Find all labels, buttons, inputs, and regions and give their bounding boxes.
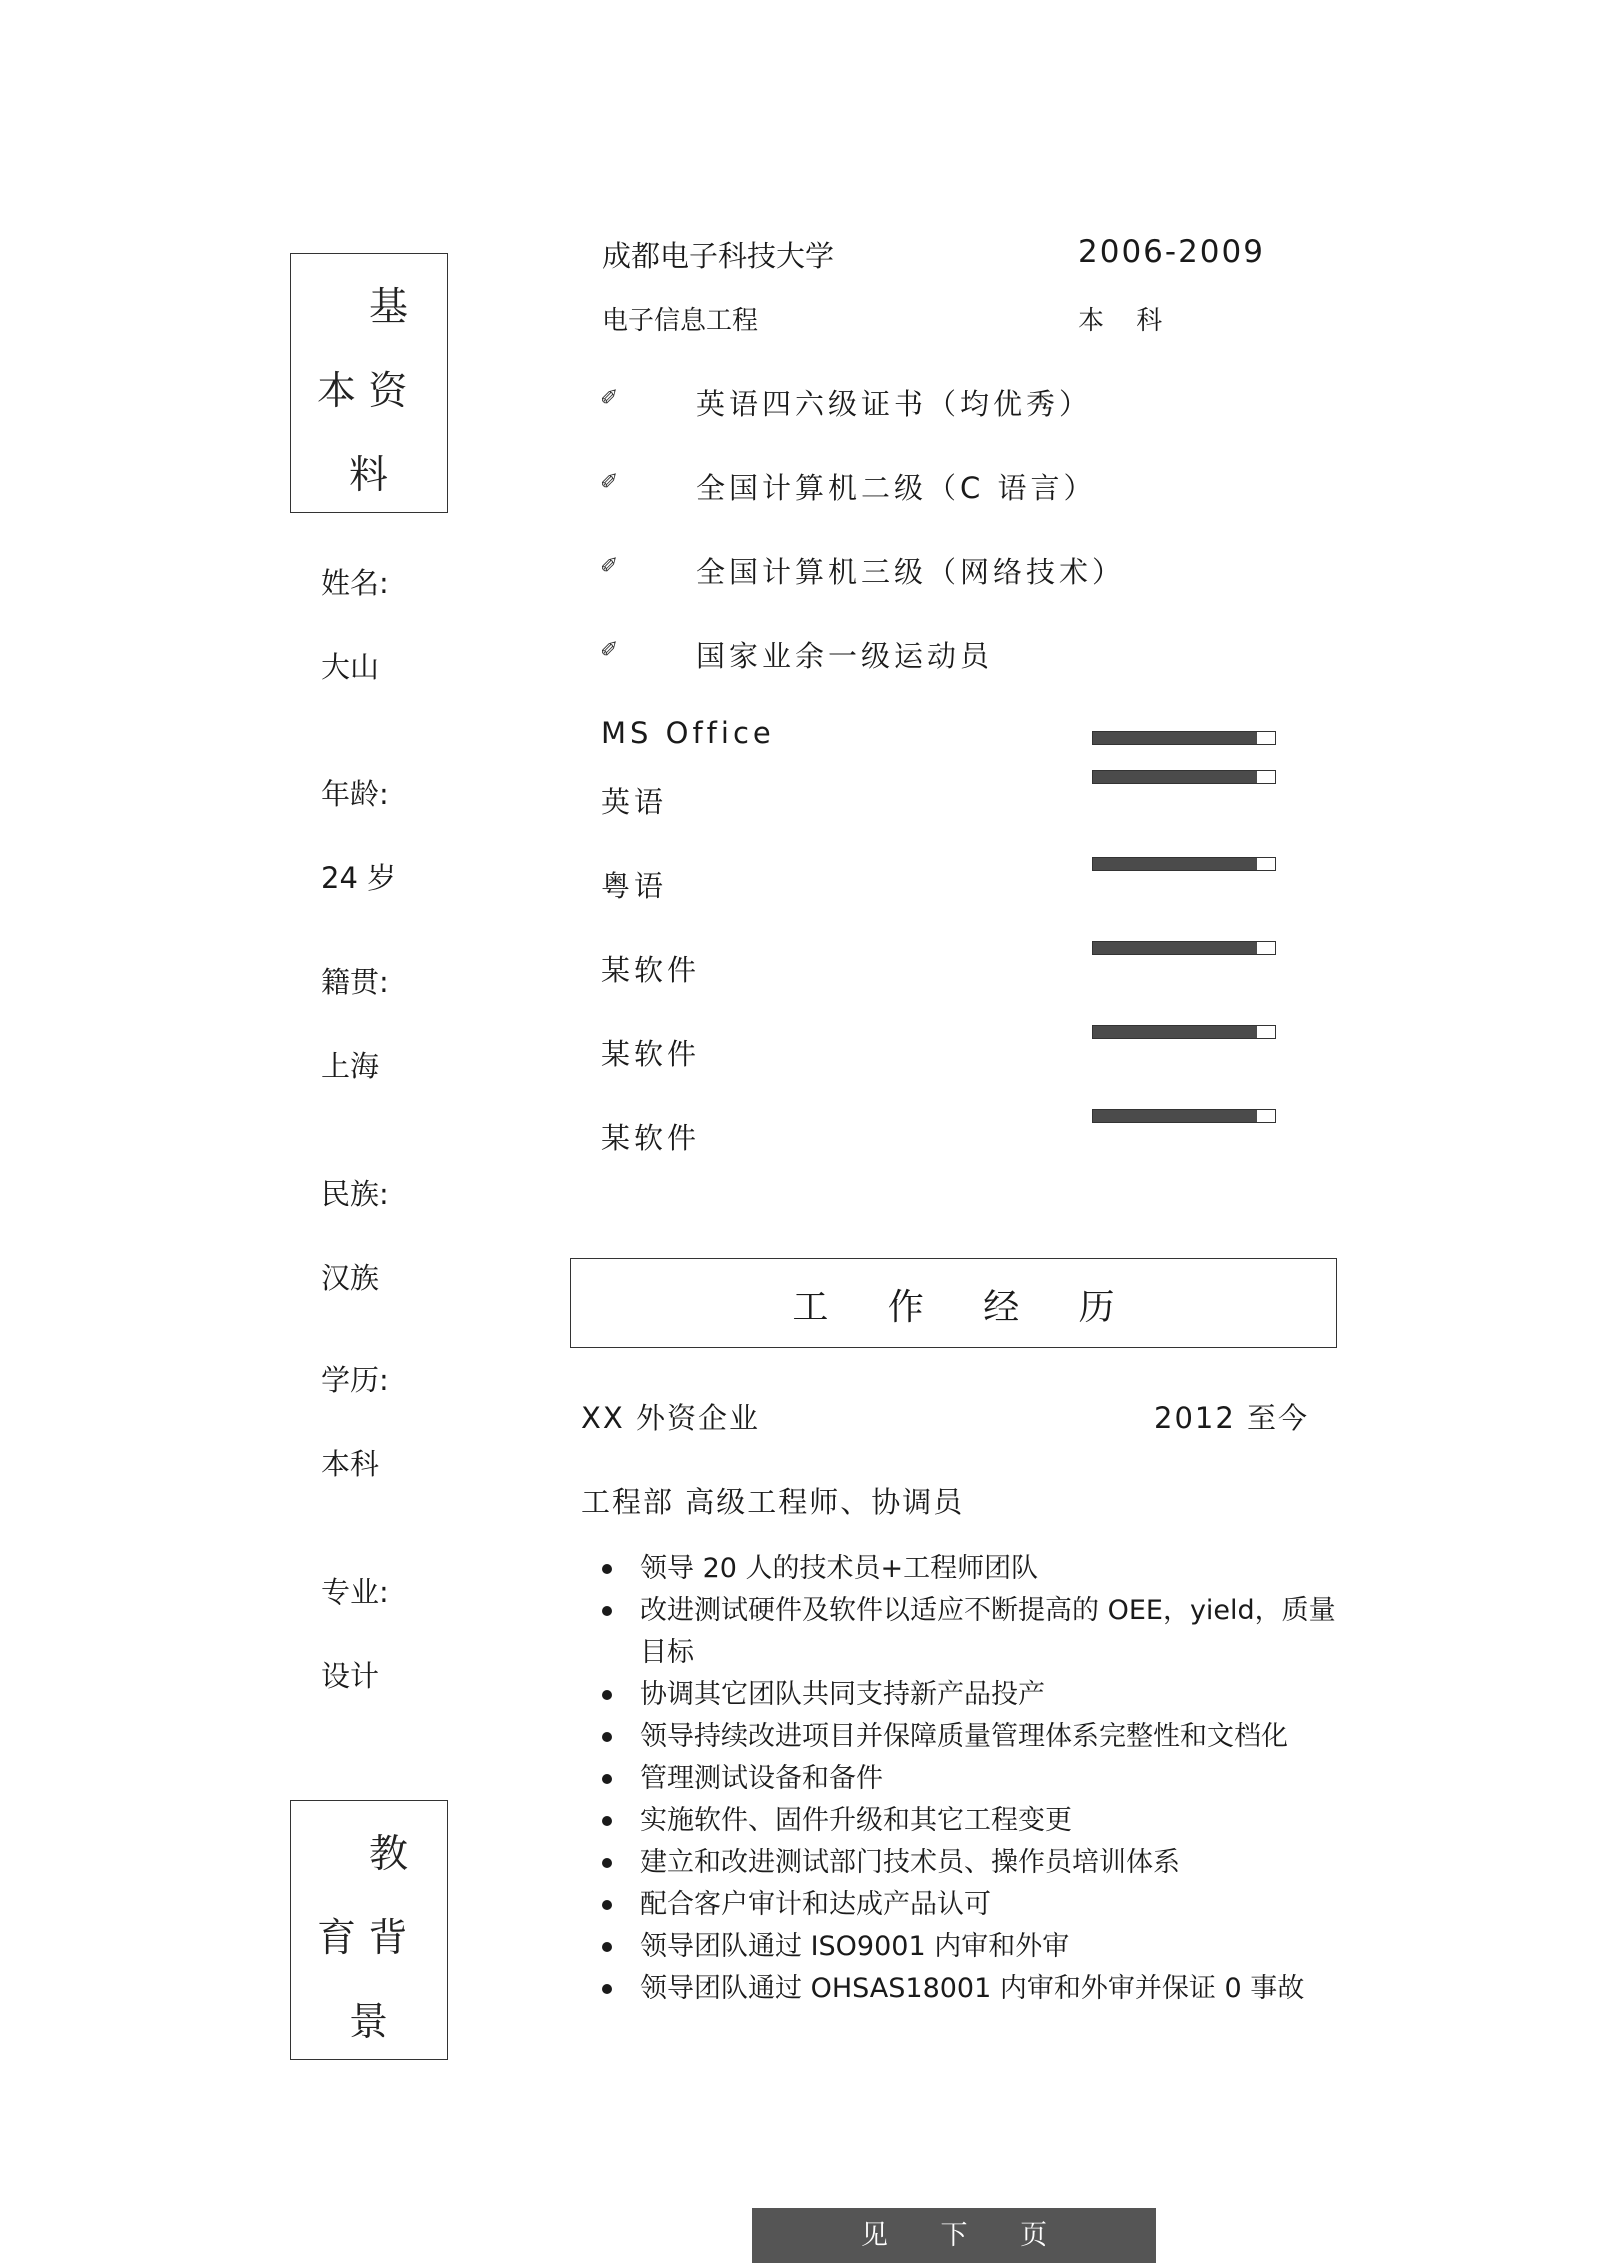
basic-info-title-line-3: 料 xyxy=(349,453,389,498)
age-label: 年龄: xyxy=(321,777,389,811)
skill-level-fill xyxy=(1093,771,1257,783)
basic-info-title-line-1: 基 xyxy=(369,285,409,330)
pencil-icon: ✐ xyxy=(600,554,619,579)
education-section-title xyxy=(290,1800,448,2060)
school-years: 2006-2009 xyxy=(1078,234,1265,270)
work-experience-section-title xyxy=(570,1258,1337,1348)
name-value: 大山 xyxy=(321,650,380,684)
work-period: 2012 至今 xyxy=(1154,1401,1310,1435)
skill-label: 某软件 xyxy=(601,1037,701,1071)
major-value: 设计 xyxy=(321,1659,380,1693)
company-name: XX 外资企业 xyxy=(581,1401,760,1435)
work-experience-title: 工 作 经 历 xyxy=(792,1287,1139,1328)
skill-level-bar xyxy=(1092,770,1276,784)
duty-item: 建立和改进测试部门技术员、操作员培训体系 xyxy=(600,1842,1340,1884)
skill-level-fill xyxy=(1093,732,1257,744)
degree-label: 学历: xyxy=(321,1363,389,1397)
duty-item: 管理测试设备和备件 xyxy=(600,1758,1340,1800)
skill-label: 粤语 xyxy=(601,869,668,903)
skill-level-fill xyxy=(1093,1110,1257,1122)
pencil-icon: ✐ xyxy=(600,638,619,663)
education-title-line-2: 育 背 xyxy=(317,1916,408,1961)
degree-value: 本科 xyxy=(321,1447,380,1481)
job-position: 工程部 高级工程师、协调员 xyxy=(581,1485,965,1519)
certificate-item: 全国计算机二级（C 语言） xyxy=(696,471,1097,505)
skill-level-fill xyxy=(1093,858,1257,870)
school-name: 成都电子科技大学 xyxy=(602,239,835,273)
basic-info-section-title xyxy=(290,253,448,513)
duty-item: 协调其它团队共同支持新产品投产 xyxy=(600,1674,1340,1716)
skill-level-bar xyxy=(1092,731,1276,745)
certificate-item: 英语四六级证书（均优秀） xyxy=(696,387,1093,421)
skill-label: 某软件 xyxy=(601,953,701,987)
education-title-line-3: 景 xyxy=(349,2000,389,2045)
certificate-item: 全国计算机三级（网络技术） xyxy=(696,555,1126,589)
duty-item: 实施软件、固件升级和其它工程变更 xyxy=(600,1800,1340,1842)
duty-item: 领导团队通过 OHSAS18001 内审和外审并保证 0 事故 xyxy=(600,1968,1340,2010)
education-level: 本 科 xyxy=(1078,306,1175,336)
duty-item: 领导 20 人的技术员+工程师团队 xyxy=(600,1548,1340,1590)
skill-level-fill xyxy=(1093,942,1257,954)
skill-label: MS Office xyxy=(601,716,775,750)
pencil-icon: ✐ xyxy=(600,386,619,411)
skill-level-bar xyxy=(1092,1109,1276,1123)
skill-level-bar xyxy=(1092,941,1276,955)
skill-level-fill xyxy=(1093,1026,1257,1038)
duty-item: 领导持续改进项目并保障质量管理体系完整性和文档化 xyxy=(600,1716,1340,1758)
ethnicity-value: 汉族 xyxy=(321,1261,380,1295)
education-title-line-1: 教 xyxy=(369,1832,409,1877)
ethnicity-label: 民族: xyxy=(321,1177,389,1211)
skill-level-bar xyxy=(1092,1025,1276,1039)
major-label: 专业: xyxy=(321,1575,389,1609)
basic-info-title-line-2: 本 资 xyxy=(317,369,408,414)
age-value: 24 岁 xyxy=(321,861,397,895)
education-major: 电子信息工程 xyxy=(602,306,759,336)
pencil-icon: ✐ xyxy=(600,470,619,495)
duties-list xyxy=(600,1548,1340,2010)
skill-label: 英语 xyxy=(601,785,668,819)
next-page-banner: 见 下 页 xyxy=(752,2208,1156,2263)
duty-item: 配合客户审计和达成产品认可 xyxy=(600,1884,1340,1926)
duty-item: 领导团队通过 ISO9001 内审和外审 xyxy=(600,1926,1340,1968)
certificate-item: 国家业余一级运动员 xyxy=(696,639,994,673)
skill-level-bar xyxy=(1092,857,1276,871)
duty-item: 改进测试硬件及软件以适应不断提高的 OEE，yield，质量目标 xyxy=(600,1590,1340,1674)
origin-label: 籍贯: xyxy=(321,965,389,999)
name-label: 姓名: xyxy=(321,566,389,600)
skill-label: 某软件 xyxy=(601,1121,701,1155)
origin-value: 上海 xyxy=(321,1049,380,1083)
